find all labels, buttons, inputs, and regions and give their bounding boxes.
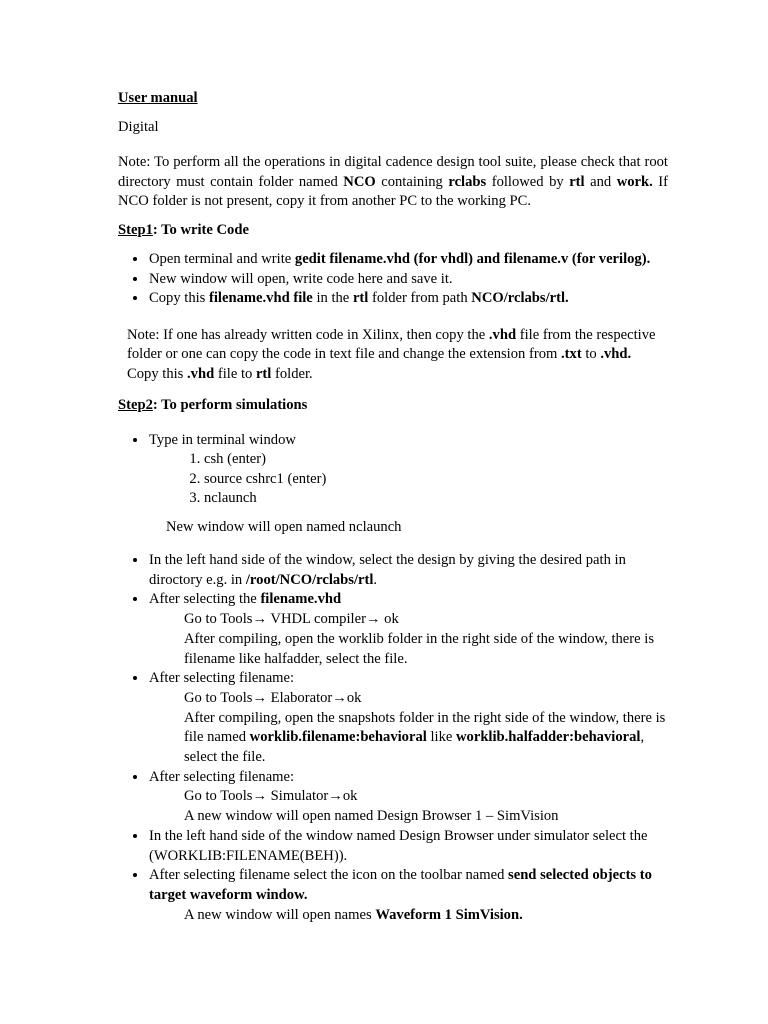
elaborator-menu-step: Go to Tools→ Elaborator→ok (184, 689, 362, 706)
text-run: After selecting filename: (149, 670, 295, 687)
text-run: Note: To perform all the operations in digital cadence design tool suite, please check that root directory must contain folder named (118, 154, 668, 190)
text-run: Waveform 1 SimVision. (375, 906, 523, 923)
terminal-command-list (118, 450, 668, 509)
text-run: and (584, 173, 617, 190)
text-run: folder from path (368, 290, 472, 306)
snapshots-instruction (184, 709, 668, 768)
text-run: , select the file. (184, 729, 645, 766)
text-run: gedit filename.vhd (for vhdl) and filename.v (for verilog). (294, 251, 651, 267)
text-run: After selecting the (149, 591, 261, 608)
step2-heading (118, 396, 668, 416)
simulation-steps-list (118, 551, 668, 925)
text-run: Note: If one has already written code in Xilinx, then copy the (127, 326, 489, 343)
text-run: Copy this (127, 365, 188, 382)
text-run: .txt (561, 346, 582, 362)
waveform-window-note (184, 906, 668, 926)
text-run: A new window will open names (184, 906, 376, 923)
doc-title (118, 89, 668, 109)
text-run: to (581, 346, 601, 362)
text-run: file from the respective folder or one can copy the code in text file and change the extension from (127, 326, 656, 362)
text-run: After selecting filename select the icon on the toolbar named (149, 867, 509, 884)
text-run: .vhd (488, 326, 517, 343)
text-run: New window will open, write code here and save it. (149, 270, 453, 287)
command-source-cshrc: 2. source cshrc1 (enter) (204, 470, 668, 490)
vhdl-compiler-menu-step: Go to Tools→ VHDL compiler→ ok (184, 611, 399, 628)
bullet-simulate (148, 768, 668, 827)
bullet-vhdl-compile (148, 590, 668, 669)
text-run: rtl (255, 365, 272, 382)
text-run: worklib.filename:behavioral (249, 729, 427, 746)
text-run: NCO (343, 173, 376, 190)
text-run: rclabs (448, 173, 487, 190)
text-run: .vhd. (600, 346, 632, 362)
step2-heading-rest: : To perform simulations (152, 397, 308, 413)
text-run: in the (312, 290, 353, 306)
nclaunch-window-note: New window will open named nclaunch (166, 518, 402, 535)
text-run: filename.vhd (260, 591, 342, 608)
text-run: like (426, 729, 456, 746)
text-run: .vhd (187, 365, 215, 382)
bullet-open-terminal (148, 250, 668, 270)
step2-label: Step2 (118, 397, 153, 413)
text-run: In the left hand side of the window, select the design by giving the desired path in diroctory e.g. in (149, 552, 626, 588)
text-run: containing (375, 173, 449, 190)
step1-heading (118, 221, 668, 241)
text-run: NCO/rclabs/rtl. (471, 290, 569, 306)
doc-title-text: User manual (118, 90, 198, 106)
bullet-elaborate (148, 669, 668, 768)
bullet-select-design-path (148, 551, 668, 590)
worklib-instruction: After compiling, open the worklib folder in the right side of the window, there is filename like halfadder, select the file. (184, 630, 654, 667)
bullet-type-terminal (148, 431, 668, 451)
text-run: After selecting filename: (149, 768, 295, 785)
bullet-send-objects (148, 866, 668, 925)
text-run: . (373, 571, 378, 588)
text-run: /root/NCO/rclabs/rtl (245, 571, 374, 588)
text-run: rtl (569, 173, 585, 190)
text-run: In the left hand side of the window named Design Browser under simulator select the (WORKLIB:FILENAME(BEH)). (149, 827, 648, 864)
text-run: rtl (352, 290, 369, 306)
command-csh: 1. csh (enter) (204, 450, 668, 470)
text-run: Type in terminal window (149, 431, 296, 448)
text-run: filename.vhd file (209, 290, 313, 306)
bullet-design-browser-select (148, 827, 668, 866)
text-run: worklib.halfadder:behavioral (456, 729, 641, 746)
step1-bullet-list (118, 250, 668, 309)
command-nclaunch: 3. nclaunch (204, 489, 668, 509)
text-run: work. (616, 173, 653, 190)
doc-subtitle: Digital (118, 118, 159, 135)
text-run: If NCO folder is not present, copy it from another PC to the working PC. (118, 173, 669, 209)
design-browser-note: A new window will open named Design Browser 1 – SimVision (184, 808, 559, 825)
terminal-bullet-list (118, 431, 668, 451)
step1-heading-rest: : To write Code (152, 221, 249, 238)
simulator-menu-step: Go to Tools→ Simulator→ok (184, 788, 358, 805)
text-run: followed by (486, 173, 570, 190)
text-run: Copy this (149, 290, 210, 306)
step1-label: Step1 (118, 221, 153, 238)
bullet-copy-file (148, 289, 668, 309)
intro-note (118, 153, 668, 212)
text-run: Open terminal and write (149, 251, 295, 267)
text-run: After compiling, open the snapshots folder in the right side of the window, there is file named (184, 709, 666, 746)
text-run: folder. (271, 365, 313, 382)
text-run: file to (214, 365, 256, 382)
bullet-new-window (148, 270, 668, 290)
text-run: send selected objects to target waveform window. (149, 867, 652, 903)
step1-xilinx-note (127, 326, 664, 385)
